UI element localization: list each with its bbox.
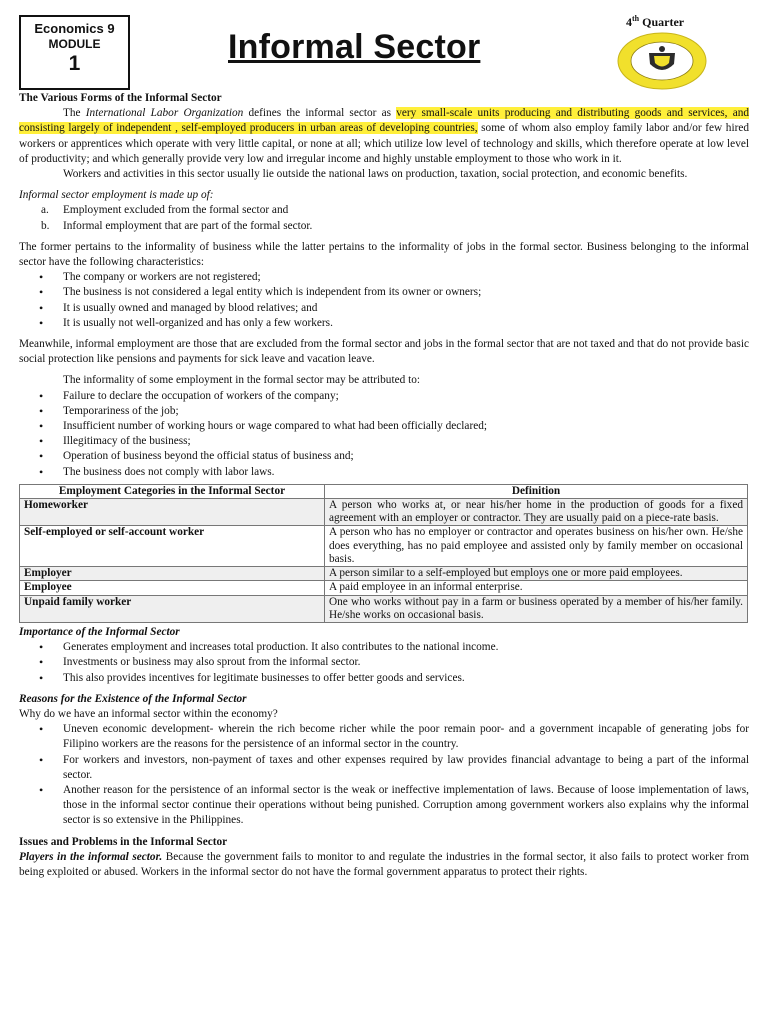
table-cell-term: Employee — [20, 581, 325, 595]
quarter-label: 4th Quarter — [626, 14, 685, 29]
document-body — [19, 91, 749, 880]
laws-paragraph: Workers and activities in this sector usually lie outside the national laws on production, taxation, social protection, and economic benefits. — [63, 168, 688, 181]
table-row — [20, 595, 748, 622]
list-item: • Uneven economic development- wherein the rich become richer while the poor remain poor- and a government incapable of generating jobs for Filipino workers are the reasons for the persistence of an informal sector in the country. — [19, 722, 749, 752]
reasons-question: Why do we have an informal sector within the economy? — [19, 707, 278, 720]
reasons-list — [19, 722, 749, 828]
table-row — [20, 499, 748, 526]
highlighted-definition: very small-scale units producing and distributing goods and services, and consisting largely of independent , self-employed producers in urban areas of developing countries, — [19, 107, 750, 135]
table-header-row — [20, 484, 748, 498]
table-cell-definition: A person similar to a self-employed but employs one or more paid employees. — [325, 567, 748, 581]
list-item: • Failure to declare the occupation of workers of the company; — [19, 389, 749, 404]
table-header-category: Employment Categories in the Informal Sector — [20, 484, 325, 498]
table-cell-term: Employer — [20, 567, 325, 581]
list-item: • The business is not considered a legal entity which is independent from its owner or owners; — [19, 285, 749, 300]
list-item: • Insufficient number of working hours or wage compared to what had been officially declared; — [19, 419, 749, 434]
list-item: b. Informal employment that are part of the formal sector. — [41, 219, 313, 232]
list-item: • The company or workers are not registered; — [19, 270, 749, 285]
issues-paragraph: Players in the informal sector. Because the government fails to monitor to and regulate the industries in the formal sector, it also fails to protect worker from being exploited or abused. Workers in the informal sector do not have the formal government apparatus to protect their rights. — [19, 850, 749, 878]
list-item: • Investments or business may also sprout from the informal sector. — [19, 655, 749, 670]
table-cell-definition: A paid employee in an informal enterprise. — [325, 581, 748, 595]
list-item: • It is usually not well-organized and has only a few workers. — [19, 316, 749, 331]
list-item: • This also provides incentives for legitimate businesses to offer better goods and services. — [19, 671, 749, 686]
list-item: a. Employment excluded from the formal sector and — [41, 204, 289, 217]
module-number: 1 — [68, 52, 81, 75]
subject-label: Economics 9 — [34, 21, 115, 36]
characteristics-list — [19, 270, 749, 331]
table-row — [20, 581, 748, 595]
page-title: Informal Sector — [228, 28, 481, 66]
section-heading-issues: Issues and Problems in the Informal Sector — [19, 835, 228, 848]
section-heading-importance: Importance of the Informal Sector — [19, 625, 180, 638]
table-row — [20, 526, 748, 567]
list-item: • Illegitimacy of the business; — [19, 434, 749, 449]
table-cell-definition: A person who works at, or near his/her home in the production of goods for a fixed agreement with an employer or contractor. They are usually paid on a piece-rate basis. — [325, 499, 748, 526]
list-item: • Operation of business beyond the official status of business and; — [19, 449, 749, 464]
module-box — [19, 15, 130, 90]
table-cell-term: Homeworker — [20, 499, 325, 526]
section-heading-forms: The Various Forms of the Informal Sector — [19, 92, 222, 104]
employment-categories-table — [19, 484, 748, 623]
section-heading-reasons: Reasons for the Existence of the Informal Sector — [19, 692, 247, 705]
list-item: • Another reason for the persistence of an informal sector is the weak or ineffective implementation of laws. Because of loose implementation of laws, those in the informal sector continue their operations without being punished. Corruption among government workers also explains why the informal sector is so extensive in the Philippines. — [19, 783, 749, 829]
table-cell-term: Unpaid family worker — [20, 595, 325, 622]
list-item: • It is usually owned and managed by blood relatives; and — [19, 301, 749, 316]
attributed-list — [19, 389, 749, 480]
informal-employment-paragraph: Meanwhile, informal employment are those that are excluded from the formal sector and jobs in the formal sector that are not taxed and that do not provide basic social protection like pensions and payments for sick leave and vacation leave. — [19, 338, 749, 366]
made-up-list — [19, 203, 749, 233]
list-item: • Temporariness of the job; — [19, 404, 749, 419]
table-cell-definition: One who works without pay in a farm or business operated by a member of his/her family. He/she works on occasional basis. — [325, 595, 748, 622]
former-latter-paragraph: The former pertains to the informality of business while the latter pertains to the informality of jobs in the formal sector. Business belonging to the informal sector have the following characteristics: — [19, 240, 749, 269]
table-row — [20, 567, 748, 581]
module-label: MODULE — [48, 37, 101, 51]
list-item: • For workers and investors, non-payment of taxes and other expenses required by law provides financial advantage to being a part of the informal sector. — [19, 753, 749, 783]
attributed-intro: The informality of some employment in the formal sector may be attributed to: — [63, 374, 421, 387]
table-cell-definition: A person who has no employer or contractor and operates business on his/her own. He/she does everything, has no paid employee and assisted only by family member on occasional basis. — [325, 526, 748, 567]
made-up-intro: Informal sector employment is made up of: — [19, 189, 214, 202]
definition-paragraph: The International Labor Organization defines the informal sector as very small-scale units producing and distributing goods and services, and consisting largely of independent , self-employed producers in urban areas of developing countries, some of whom also employ family labor and/or few hired workers or apprentices which operate with very little capital, or none at all; which utilize low level of technology and skills, which therefore operate at low level of productivity; and which generally provide very low and irregular income and highly unstable employment to those who work in it. — [19, 107, 750, 165]
table-cell-term: Self-employed or self-account worker — [20, 526, 325, 567]
list-item: • The business does not comply with labor laws. — [19, 465, 749, 480]
list-item: • Generates employment and increases total production. It also contributes to the national income. — [19, 640, 749, 655]
table-header-definition: Definition — [325, 484, 748, 498]
importance-list — [19, 640, 749, 686]
school-seal-icon — [616, 32, 708, 90]
